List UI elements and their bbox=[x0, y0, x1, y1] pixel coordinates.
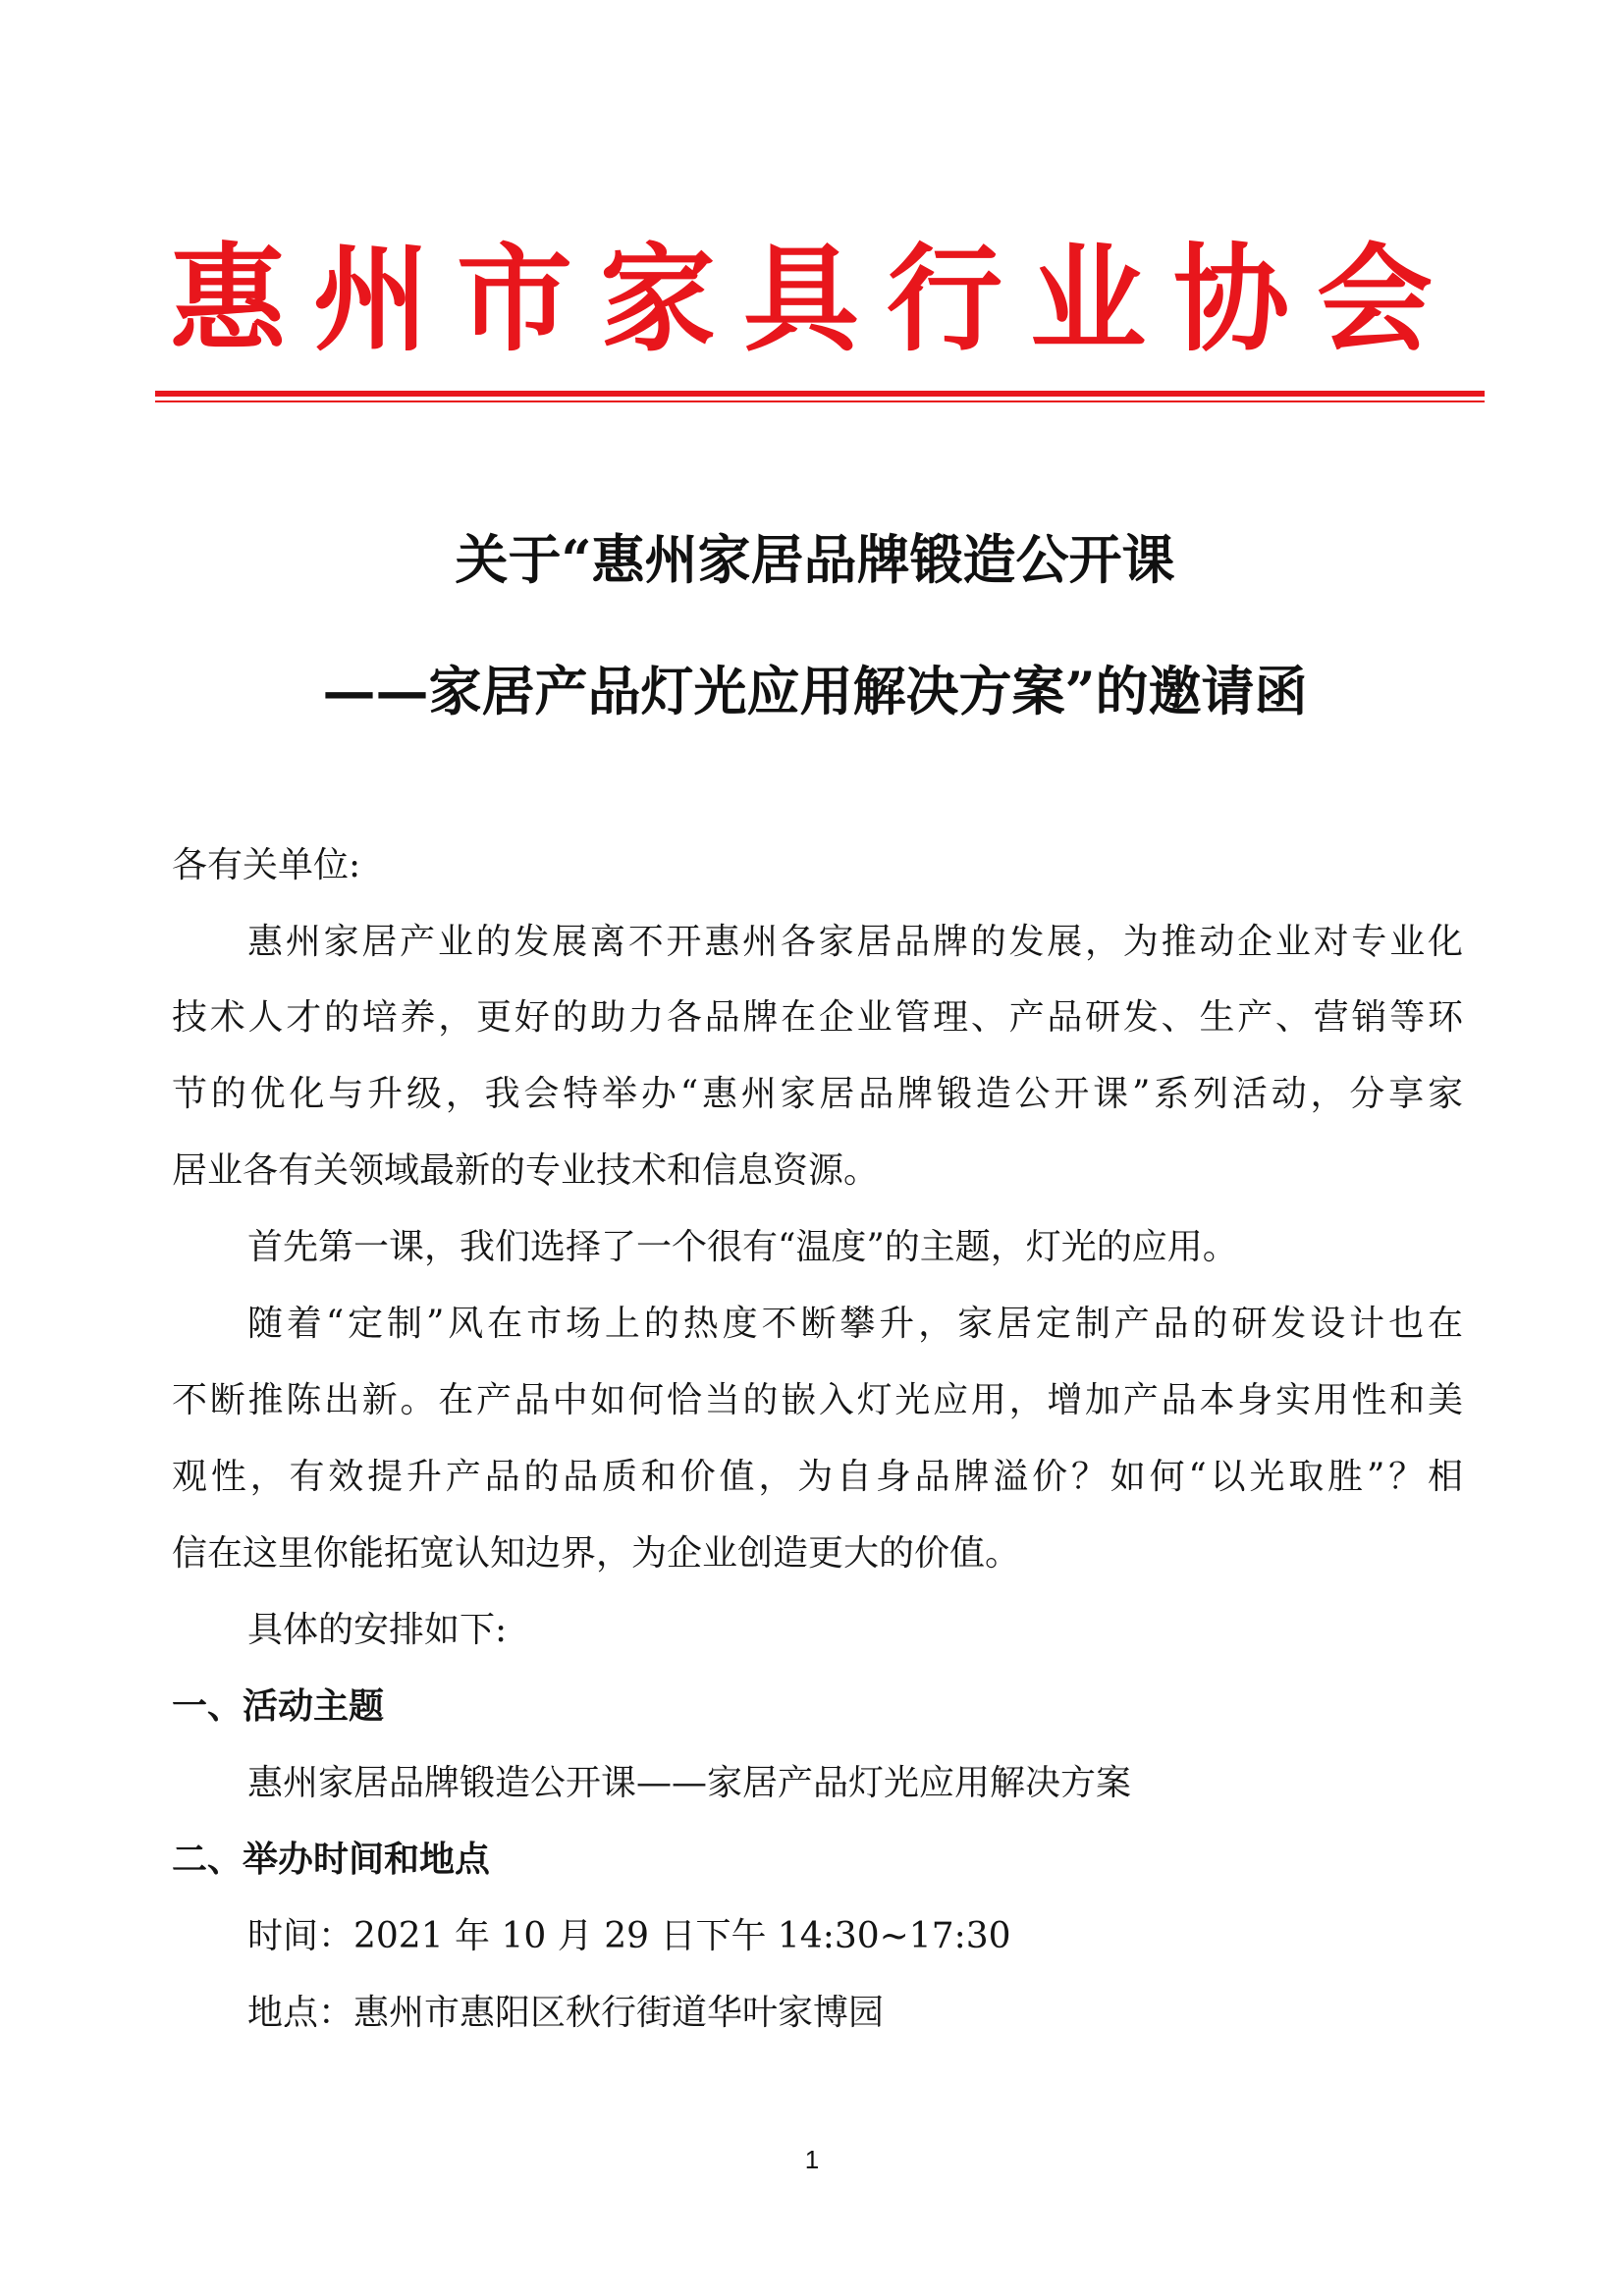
letterhead-rule-thick bbox=[155, 391, 1485, 397]
salutation: 各有关单位: bbox=[172, 845, 361, 885]
paragraph-1-line-4: 居业各有关领域最新的专业技术和信息资源。 bbox=[172, 1150, 880, 1191]
document-title-line-2: ——家居产品灯光应用解决方案”的邀请函 bbox=[322, 660, 1308, 722]
letterhead-rule-thin bbox=[155, 400, 1485, 402]
paragraph-3-line-1: 随着“定制”风在市场上的热度不断攀升，家居定制产品的研发设计也在 bbox=[247, 1304, 1463, 1344]
document-title-line-1: 关于“惠州家居品牌锻造公开课 bbox=[455, 528, 1175, 591]
paragraph-1-line-1: 惠州家居产业的发展离不开惠州各家居品牌的发展，为推动企业对专业化 bbox=[247, 922, 1463, 962]
paragraph-2: 首先第一课，我们选择了一个很有“温度”的主题，灯光的应用。 bbox=[247, 1227, 1238, 1267]
event-time: 时间：2021 年 10 月 29 日下午 14:30~17:30 bbox=[247, 1916, 1011, 1956]
paragraph-3-line-4: 信在这里你能拓宽认知边界，为企业创造更大的价值。 bbox=[172, 1533, 1021, 1574]
page-number: 1 bbox=[804, 2145, 820, 2174]
section-theme-text: 惠州家居品牌锻造公开课——家居产品灯光应用解决方案 bbox=[247, 1763, 1132, 1803]
letterhead-title: 惠州市家具行业协会 bbox=[169, 231, 1460, 367]
section-heading-time-place: 二、举办时间和地点 bbox=[172, 1840, 491, 1880]
paragraph-4: 具体的安排如下: bbox=[247, 1610, 508, 1650]
paragraph-1-line-3: 节的优化与升级，我会特举办“惠州家居品牌锻造公开课”系列活动，分享家 bbox=[172, 1074, 1463, 1114]
section-heading-theme: 一、活动主题 bbox=[172, 1686, 385, 1727]
event-location: 地点：惠州市惠阳区秋行街道华叶家博园 bbox=[247, 1993, 885, 2033]
paragraph-3-line-2: 不断推陈出新。在产品中如何恰当的嵌入灯光应用，增加产品本身实用性和美 bbox=[172, 1380, 1463, 1420]
paragraph-3-line-3: 观性，有效提升产品的品质和价值，为自身品牌溢价？如何“以光取胜”？相 bbox=[172, 1457, 1463, 1497]
paragraph-1-line-2: 技术人才的培养，更好的助力各品牌在企业管理、产品研发、生产、营销等环 bbox=[172, 997, 1463, 1038]
